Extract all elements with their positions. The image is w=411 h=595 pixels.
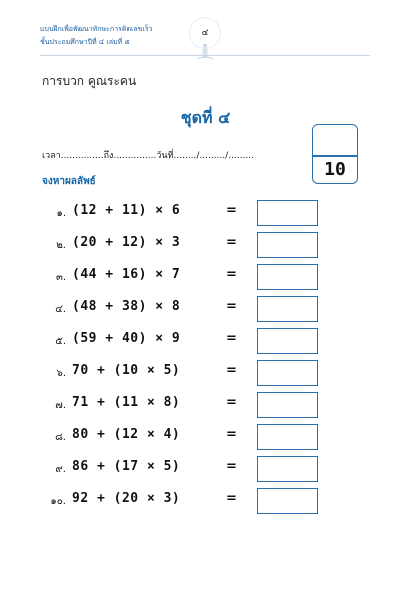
equals-sign: =	[226, 203, 237, 218]
problem-expression: 80 + (12 × 4)	[72, 427, 181, 442]
problem-expression: 71 + (11 × 8)	[72, 395, 181, 410]
problem-row	[0, 392, 411, 420]
problem-row	[0, 488, 411, 516]
instruction-text: จงหาผลลัพธ์	[42, 176, 96, 187]
problem-number: ๒.	[56, 240, 66, 251]
equals-sign: =	[226, 267, 237, 282]
equals-sign: =	[226, 427, 237, 442]
answer-box[interactable]	[257, 328, 318, 354]
problem-number: ๘.	[55, 432, 66, 443]
equals-sign: =	[226, 299, 237, 314]
equals-sign: =	[226, 235, 237, 250]
problem-row	[0, 360, 411, 388]
equals-sign: =	[226, 363, 237, 378]
answer-box[interactable]	[257, 200, 318, 226]
problem-expression: 92 + (20 × 3)	[72, 491, 181, 506]
problem-number: ๙.	[55, 464, 66, 475]
problem-number: ๖.	[56, 368, 66, 379]
problem-expression: 86 + (17 × 5)	[72, 459, 181, 474]
problem-number: ๔.	[55, 304, 66, 315]
problem-number: ๑๐.	[50, 496, 66, 507]
header-grade-volume: ชั้นประถมศึกษาปีที่ ๔ เล่มที่ ๕	[40, 38, 130, 46]
answer-box[interactable]	[257, 264, 318, 290]
time-date-line: เวลา...............ถึง...............วันที่......../........./.........	[42, 151, 254, 161]
answer-box[interactable]	[257, 232, 318, 258]
full-score: 10	[324, 159, 346, 180]
problem-number: ๓.	[55, 272, 66, 283]
problem-row	[0, 328, 411, 356]
problem-expression: (48 + 38) × 8	[72, 299, 181, 314]
problem-number: ๑.	[56, 208, 66, 219]
problem-expression: (20 + 12) × 3	[72, 235, 181, 250]
answer-box[interactable]	[257, 296, 318, 322]
problem-number: ๗.	[55, 400, 66, 411]
equals-sign: =	[226, 395, 237, 410]
problem-row	[0, 264, 411, 292]
problem-row	[0, 296, 411, 324]
problem-number: ๕.	[55, 336, 66, 347]
problem-expression: (12 + 11) × 6	[72, 203, 181, 218]
equals-sign: =	[226, 491, 237, 506]
problem-expression: 70 + (10 × 5)	[72, 363, 181, 378]
problem-expression: (59 + 40) × 9	[72, 331, 181, 346]
problem-row	[0, 424, 411, 452]
header-book-title: แบบฝึกเพื่อพัฒนาทักษะการคิดเลขเร็ว	[40, 25, 153, 33]
answer-box[interactable]	[257, 392, 318, 418]
answer-box[interactable]	[257, 456, 318, 482]
problem-expression: (44 + 16) × 7	[72, 267, 181, 282]
header-divider	[40, 55, 370, 56]
answer-box[interactable]	[257, 424, 318, 450]
problem-row	[0, 200, 411, 228]
lighthouse-icon	[196, 44, 214, 60]
page-number-badge: ๔	[190, 18, 220, 48]
answer-box[interactable]	[257, 488, 318, 514]
problem-row	[0, 232, 411, 260]
equals-sign: =	[226, 459, 237, 474]
subject-title: การบวก คูณระคน	[42, 74, 137, 88]
problem-row	[0, 456, 411, 484]
equals-sign: =	[226, 331, 237, 346]
set-title: ชุดที่ ๔	[180, 108, 231, 127]
answer-box[interactable]	[257, 360, 318, 386]
